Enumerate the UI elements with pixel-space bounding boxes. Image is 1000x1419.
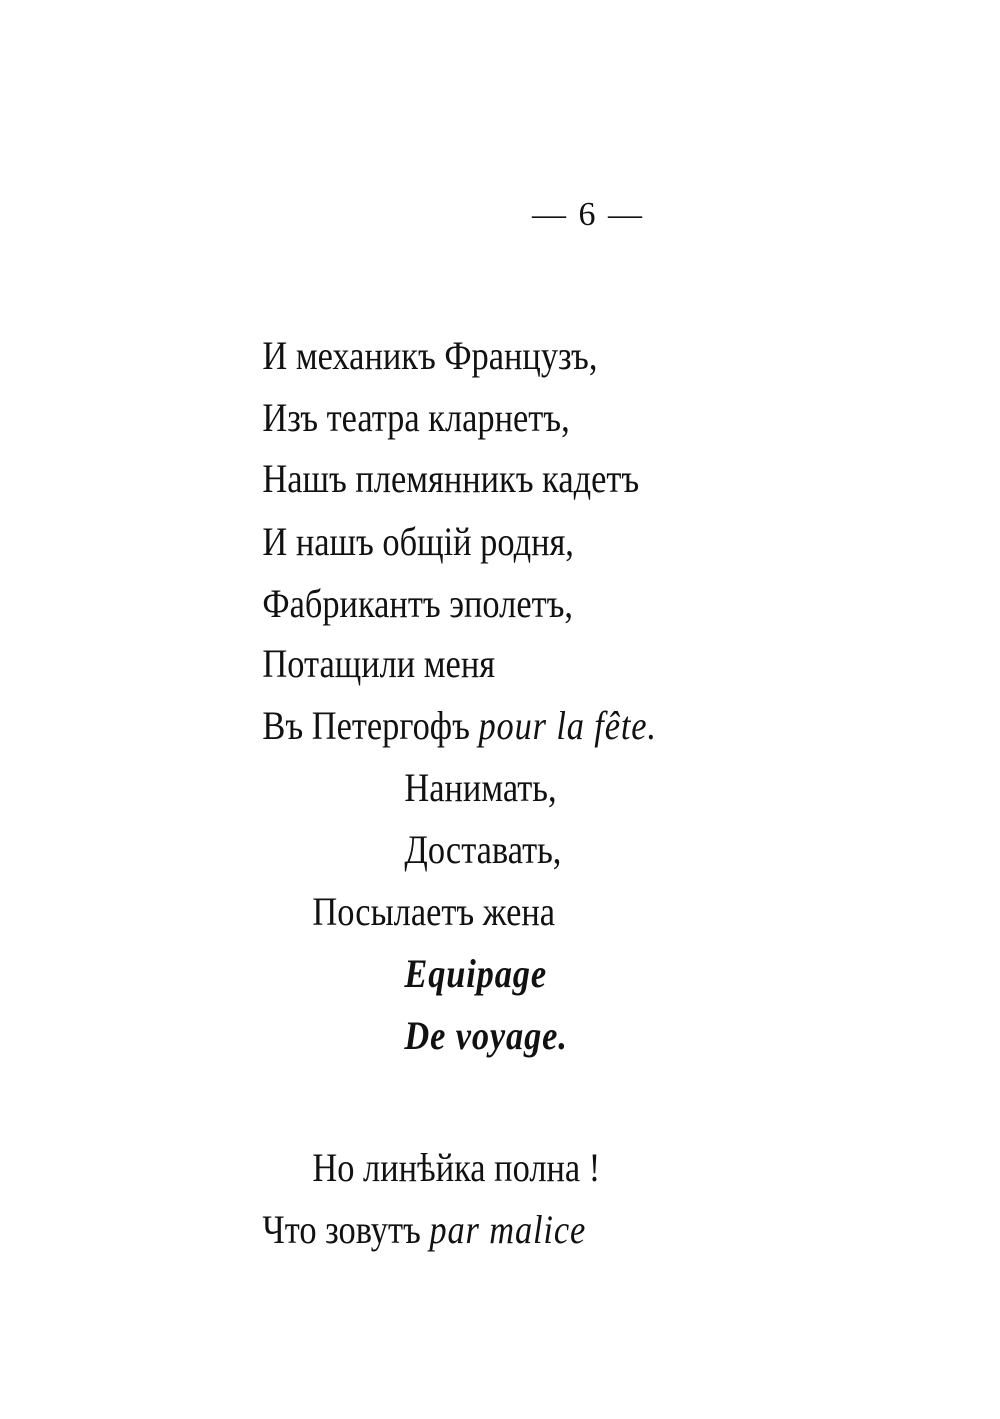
line-text: Посылаетъ жена [312,889,556,934]
poem-line [228,1164,586,1296]
foreign-phrase: par malice [429,1207,587,1252]
foreign-phrase: pour la fête. [478,703,657,748]
line-text: И механикъ Французъ, [262,333,598,378]
line-text: Фабрикантъ эполетъ, [262,581,574,626]
line-text: Потащили меня [262,641,496,686]
line-text: Доставать, [404,827,562,872]
line-text: Изъ театра кларнетъ, [262,395,570,440]
foreign-phrase: Equipage [404,951,547,996]
line-text: Въ Петергофъ [262,703,479,748]
line-text: Что зовутъ [262,1207,430,1252]
line-text: Нашъ племянникъ кадетъ [262,456,640,501]
poem-line [370,970,568,1102]
line-text: И нашъ общій родня, [262,519,574,564]
line-text: Нанимать, [404,765,557,810]
page-number: — 6 — [532,196,644,233]
foreign-phrase: De voyage. [404,1013,568,1058]
line-text: Но линѣйка полна ! [312,1145,601,1190]
